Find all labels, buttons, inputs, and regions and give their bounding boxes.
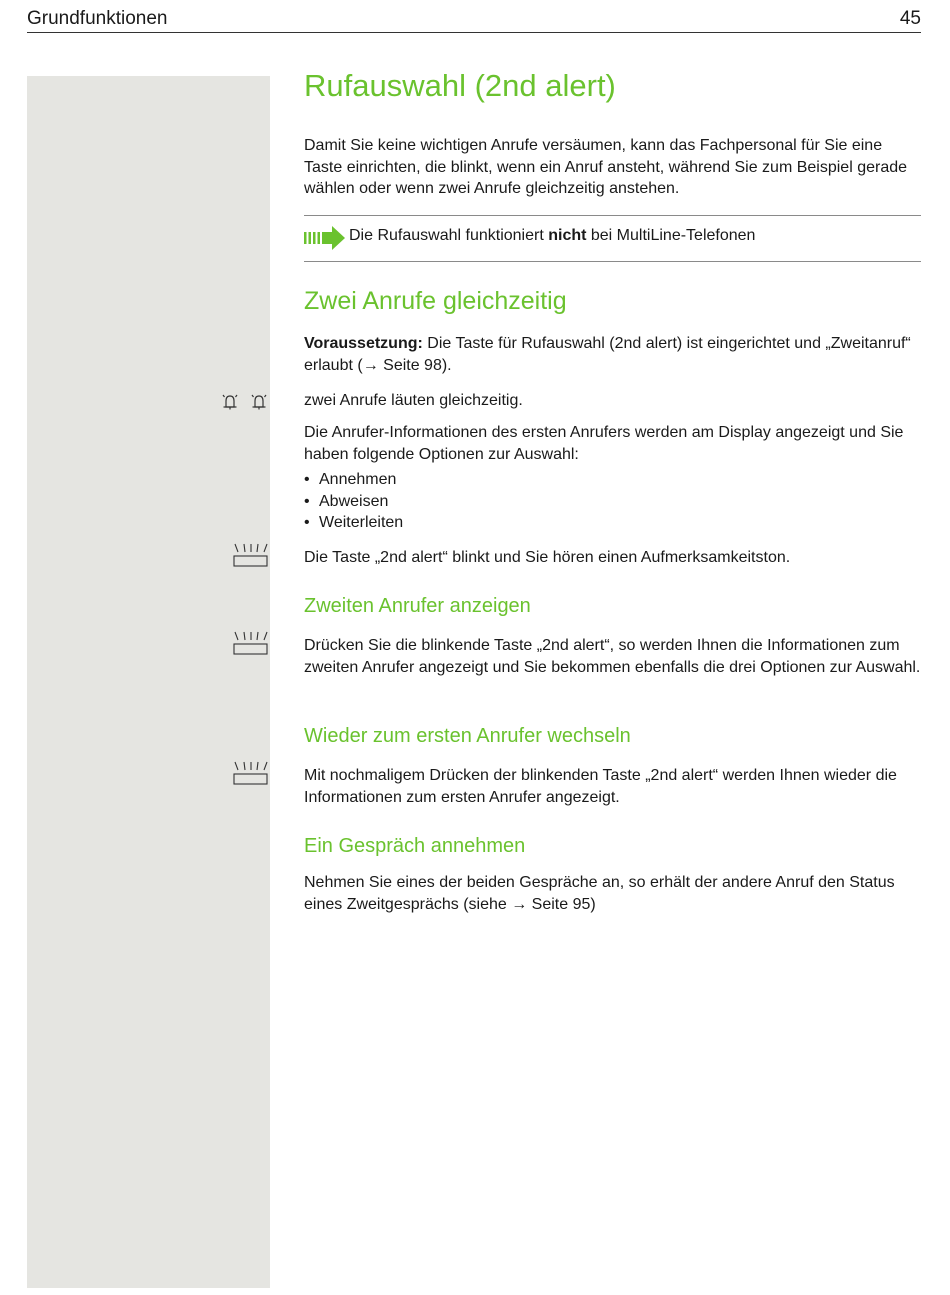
ringing-bells-icon: [220, 392, 270, 412]
prerequisite-text: Die Taste für Rufauswahl (2nd alert) ist eingerichtet und „Zweitanruf“ erlaubt (→ Seite 98).: [304, 335, 911, 374]
note-text-before: Die Rufauswahl funktioniert: [349, 227, 549, 244]
header-section-title: Grundfunktionen: [27, 8, 168, 29]
prerequisite-label: Voraussetzung:: [304, 335, 423, 352]
arrow-note-icon: [304, 225, 346, 251]
sidebar-panel: [27, 76, 270, 1288]
list-item: • Weiterleiten: [304, 512, 921, 534]
page-header: [27, 8, 921, 33]
note-text-bold: nicht: [548, 227, 587, 244]
page-number: 45: [899, 8, 921, 29]
section-heading-zwei-anrufe: Zwei Anrufe gleichzeitig: [304, 287, 567, 315]
first-caller-paragraph: Mit nochmaligem Drücken der blinkenden Taste „2nd alert“ werden Ihnen wieder die Informationen zum ersten Anrufer angezeigt.: [304, 767, 897, 806]
list-item: • Abweisen: [304, 491, 921, 513]
second-caller-paragraph: Drücken Sie die blinkende Taste „2nd alert“, so werden Ihnen die Informationen zum zweiten Anrufer angezeigt und Sie bekommen ebenfalls die drei Optionen zur Auswahl.: [304, 637, 921, 676]
page-title: Rufauswahl (2nd alert): [304, 68, 616, 103]
section-heading-gespraech-annehmen: Ein Gespräch annehmen: [304, 835, 526, 857]
intro-paragraph: Damit Sie keine wichtigen Anrufe versäumen, kann das Fachpersonal für Sie eine Taste einrichten, die blinkt, wenn ein Anruf ansteht, während Sie zum Beispiel gerade wählen oder wenn zwei Anrufe gleichzeitig anstehen.: [304, 137, 908, 197]
list-item: • Annehmen: [304, 469, 921, 491]
options-list: [304, 469, 921, 534]
accept-call-paragraph: Nehmen Sie eines der beiden Gespräche an, so erhält der andere Anruf den Status eines Zweitgesprächs (siehe → Seite 95): [304, 874, 895, 913]
prerequisite-paragraph: [304, 333, 921, 376]
note-text: [349, 227, 755, 245]
note-text-after: bei MultiLine-Telefonen: [586, 227, 756, 244]
section-heading-wieder-erster-anrufer: Wieder zum ersten Anrufer wechseln: [304, 725, 631, 747]
blinking-key-icon: [233, 631, 269, 656]
blinking-key-icon: [233, 761, 269, 786]
blinking-key-icon: [233, 543, 269, 568]
ringing-text: zwei Anrufe läuten gleichzeitig.: [304, 392, 523, 409]
section-heading-zweiten-anrufer: Zweiten Anrufer anzeigen: [304, 595, 531, 617]
caller-info-paragraph: Die Anrufer-Informationen des ersten Anrufers werden am Display angezeigt und Sie haben folgende Optionen zur Auswahl:: [304, 424, 904, 463]
blink-text: Die Taste „2nd alert“ blinkt und Sie hören einen Aufmerksamkeitston.: [304, 549, 791, 566]
note-box: [304, 215, 921, 262]
